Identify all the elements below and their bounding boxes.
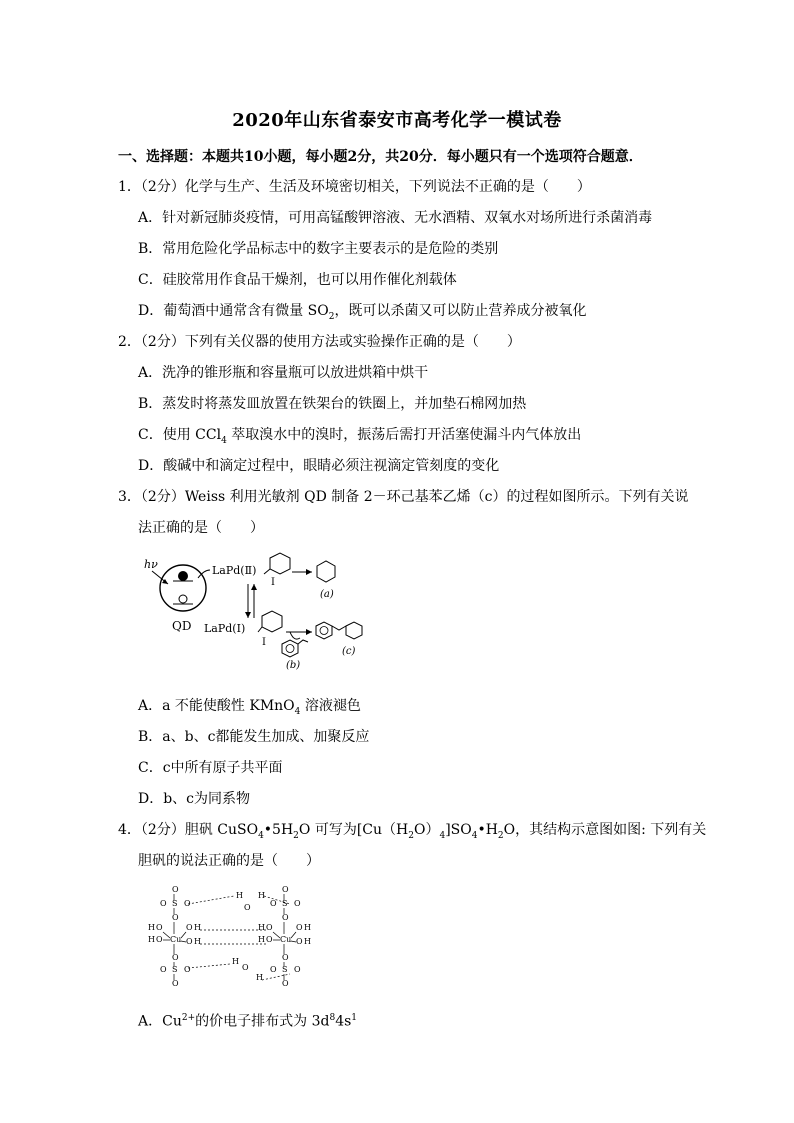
- q4-s-e: O 可写为[Cu（H: [298, 822, 409, 838]
- right-w1-o: O: [266, 923, 273, 932]
- label-c: (c): [342, 646, 356, 657]
- left-so4-top-s: S: [172, 899, 178, 908]
- section-heading: 一、选择题：本题共10小题，每小题2分，共20分．每小题只有一个选项符合题意．: [118, 149, 643, 165]
- q4-s-c: •5H: [263, 822, 294, 838]
- cyclohexyl-ring-bottom: [262, 611, 282, 632]
- left-w1-o: O: [156, 923, 163, 932]
- left-w4-h: H: [194, 937, 201, 946]
- right-w4-o: O: [296, 937, 303, 946]
- right-w3-o: O: [296, 923, 303, 932]
- hbond-bottom-left: [188, 964, 230, 968]
- q4-s-l: 2: [497, 830, 504, 841]
- benzene-ring-c: [316, 622, 332, 639]
- question-3-reaction-figure: [140, 552, 380, 670]
- right-w3-h: H: [304, 923, 311, 932]
- q2c-post: 萃取溴水中的溴时，振荡后需打开活塞使漏斗内气体放出: [226, 427, 582, 443]
- question-2-option-a: A．洗净的锥形瓶和容量瓶可以放进烘箱中烘干: [138, 365, 429, 381]
- label-b: (b): [286, 660, 301, 670]
- top-water-h1: H: [236, 891, 243, 900]
- right-so4-top-s: S: [282, 899, 288, 908]
- left-so4-bot-o4: O: [172, 979, 179, 988]
- q4-s-f: 2: [408, 830, 414, 841]
- right-w4-h: H: [304, 937, 311, 946]
- q4-s-m: O，其结构示意图如图: 下列有关: [503, 822, 707, 838]
- styrene-curve-arrow: [290, 632, 300, 639]
- q4-s-k: •H: [477, 822, 498, 838]
- right-so4-top-o1: O: [282, 885, 289, 894]
- question-3-option-d: D．b、c为同系物: [138, 791, 251, 807]
- q4-s-h: 4: [439, 830, 446, 841]
- question-1-option-d: [138, 302, 586, 326]
- right-so4-top-o4: O: [282, 913, 289, 922]
- top-water-h2: H: [258, 891, 265, 900]
- qd-hole: [179, 595, 187, 603]
- question-1-option-c: C．硅胶常用作食品干燥剂，也可以用作催化剂载体: [138, 272, 457, 288]
- q2c-pre: C．使用 CCl: [138, 427, 222, 443]
- right-cu-atom: Cu: [280, 935, 292, 944]
- qd-to-pd2-arrow: [198, 570, 210, 578]
- question-1-option-b: B．常用危险化学品标志中的数字主要表示的是危险的类别: [138, 241, 499, 257]
- question-4-structure-figure: [140, 884, 360, 990]
- left-so4-bot-o2: O: [160, 965, 167, 974]
- page-title: 2020年山东省泰安市高考化学一模试卷: [232, 110, 562, 131]
- bottom-water-h2: H: [256, 973, 263, 982]
- arrowhead-to-c: [306, 629, 312, 635]
- right-so4-top-o3: O: [294, 899, 301, 908]
- q3a-sub: 4: [294, 706, 301, 717]
- equilibrium-down-head: [245, 612, 251, 618]
- hv-label: hν: [144, 558, 158, 571]
- right-so4-bot-o2: O: [270, 965, 277, 974]
- left-so4-top-o3: O: [184, 899, 191, 908]
- q4a-post: 4s: [335, 1013, 352, 1030]
- left-w3-o: O: [186, 923, 193, 932]
- left-w2-o: O: [156, 935, 163, 944]
- right-so4-bot-s: S: [282, 965, 288, 974]
- question-3-stem-line1: 3．（2分）Weiss 利用光敏剂 QD 制备 2－环己基苯乙烯（c）的过程如图所示。下列有关说: [118, 489, 689, 505]
- question-2-option-c: [138, 426, 581, 450]
- benzene-ring-b-inner: [286, 645, 294, 653]
- left-w2-h1: H: [148, 935, 155, 944]
- vinylene-c: [332, 626, 346, 630]
- right-so4-bot-o1: O: [282, 953, 289, 962]
- benzene-ring-b: [282, 640, 298, 657]
- q4-s-i: ]SO: [445, 822, 472, 838]
- question-1-option-a: A．针对新冠肺炎疫情，可用高锰酸钾溶液、无水酒精、双氧水对场所进行杀菌消毒: [138, 210, 653, 226]
- right-w2-o: O: [266, 935, 273, 944]
- left-w1-h1: H: [148, 923, 155, 932]
- top-water-o: O: [244, 903, 251, 912]
- q4-s-d: 2: [293, 830, 299, 841]
- cyclohexyl-c: [346, 622, 362, 639]
- bond-top: [264, 569, 270, 574]
- question-4-stem-line2: 胆矾的说法正确的是（ ）: [138, 853, 320, 869]
- question-1-stem: 1．（2分）化学与生产、生活及环境密切相关，下列说法不正确的是（ ）: [118, 179, 591, 195]
- q4-s-a: 4．（2分）胆矾 CuSO: [118, 822, 259, 838]
- vinyl-b: [298, 640, 308, 644]
- hbond-top-left: [188, 896, 234, 904]
- cyclohexane-a: [317, 561, 335, 582]
- question-3-stem-line2: 法正确的是（ ）: [138, 520, 264, 536]
- label-a: (a): [320, 589, 334, 600]
- left-w4-o: O: [186, 937, 193, 946]
- qd-label: QD: [172, 619, 192, 633]
- q4-s-b: 4: [258, 830, 264, 841]
- bond-bottom: [258, 627, 262, 632]
- question-2-option-d: D．酸碱中和滴定过程中，眼睛必须注视滴定管刻度的变化: [138, 458, 500, 474]
- equilibrium-up-head: [251, 584, 257, 590]
- question-3-option-c: C．c中所有原子共平面: [138, 760, 283, 776]
- left-cu-atom: Cu: [170, 935, 182, 944]
- right-so4-bot-o4: O: [282, 979, 289, 988]
- q4-s-j: 4: [471, 830, 478, 841]
- left-so4-bot-o3: O: [184, 965, 191, 974]
- cyclohexyl-ring-top: [270, 553, 290, 574]
- left-cu-w1: [163, 932, 170, 938]
- question-2-stem: 2．（2分）下列有关仪器的使用方法或实验操作正确的是（ ）: [118, 334, 521, 350]
- left-w3-h: H: [194, 923, 201, 932]
- q1d-sub: 2: [328, 311, 335, 322]
- question-3-option-b: B．a、b、c都能发生加成、加聚反应: [138, 729, 370, 745]
- left-so4-top-o2: O: [160, 899, 167, 908]
- right-cu-w1: [273, 932, 280, 938]
- left-so4-bot-o1: O: [172, 953, 179, 962]
- lapd1-label: LaPd(Ⅰ): [204, 622, 246, 635]
- q4a-sup: 2+: [181, 1013, 196, 1023]
- left-so4-top-o1: O: [172, 885, 179, 894]
- bottom-water-o: O: [242, 963, 249, 972]
- right-w2-h1: H: [258, 935, 265, 944]
- iodide-bottom: I: [262, 637, 266, 648]
- q3a-pre: A．a 不能使酸性 KMnO: [138, 698, 295, 714]
- qd-excited-dot: [178, 571, 188, 581]
- lapd2-label: LaPd(Ⅱ): [212, 564, 257, 577]
- q2c-sub: 4: [221, 435, 227, 446]
- q4-s-g: O）: [413, 822, 440, 838]
- right-so4-bot-o3: O: [294, 965, 301, 974]
- q4a-sup3: 1: [351, 1013, 358, 1023]
- q1d-post: ，既可以杀菌又可以防止营养成分被氧化: [334, 303, 587, 319]
- bottom-water-h1: H: [232, 957, 239, 966]
- left-so4-top-o4: O: [172, 913, 179, 922]
- arrowhead-to-a: [306, 569, 312, 575]
- q1d-pre: D．葡萄酒中通常含有微量 SO: [138, 303, 329, 319]
- question-4-option-a: [138, 1009, 357, 1031]
- right-so4-top-o2: O: [270, 899, 277, 908]
- question-4-stem-line1: [118, 821, 706, 845]
- benzene-ring-c-inner: [320, 627, 328, 635]
- left-so4-bot-s: S: [172, 965, 178, 974]
- question-2-option-b: B．蒸发时将蒸发皿放置在铁架台的铁圈上，并加垫石棉网加热: [138, 396, 527, 412]
- q3a-post: 溶液褪色: [300, 698, 361, 714]
- q4a-sup2: 8: [329, 1013, 336, 1023]
- iodide-top: I: [271, 577, 275, 588]
- q4a-pre: A．Cu: [138, 1013, 182, 1030]
- question-3-option-a: [138, 697, 361, 721]
- q4a-mid: 的价电子排布式为 3d: [195, 1013, 330, 1030]
- right-w1-h1: H: [258, 923, 265, 932]
